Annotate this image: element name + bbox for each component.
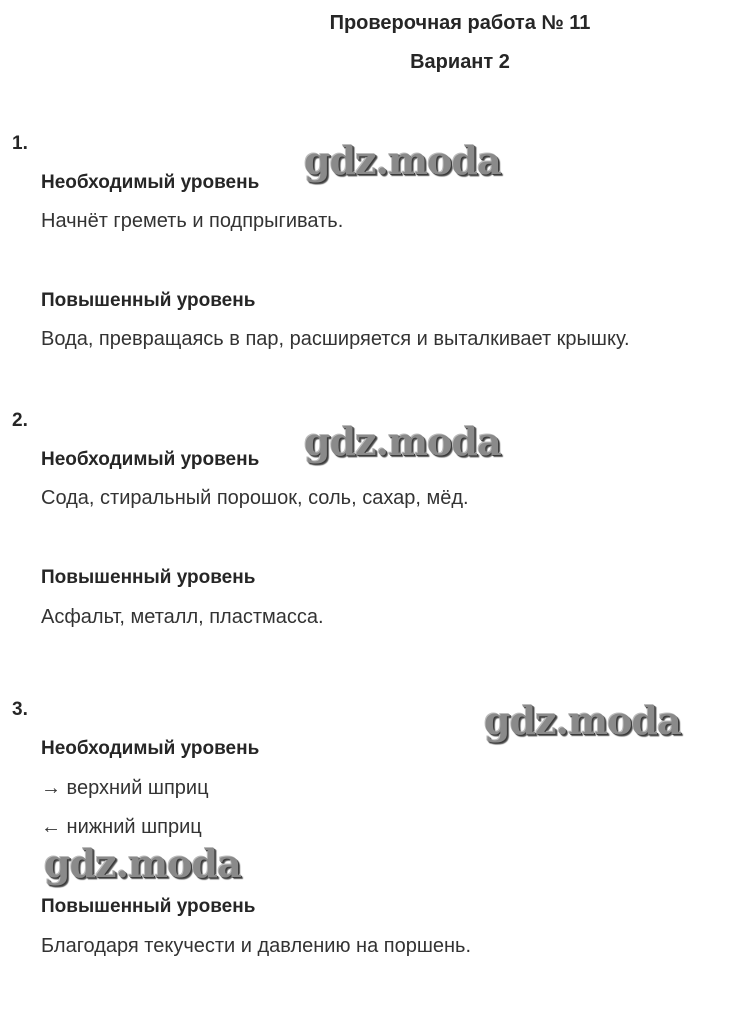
task-2-required-answer: Сода, стиральный порошок, соль, сахар, мёд.: [41, 487, 469, 509]
watermark-logo: gdz.moda: [304, 419, 501, 464]
task-3-advanced-answer: Благодаря текучести и давлению на поршень.: [41, 935, 472, 957]
variant-title: Вариант 2: [410, 51, 510, 73]
task-1-required-label: Необходимый уровень: [41, 172, 260, 193]
task-2-advanced-answer: Асфальт, металл, пластмасса.: [41, 606, 324, 628]
task-3-required-answer-line-2: ← нижний шприц: [41, 816, 202, 838]
watermark-logo: gdz.moda: [44, 841, 241, 886]
page-title: Проверочная работа № 11: [329, 12, 591, 34]
task-3-required-answer-line-1: → верхний шприц: [41, 777, 209, 799]
task-1-required-answer: Начнёт греметь и подпрыгивать.: [41, 210, 344, 232]
watermark-logo: gdz.moda: [484, 698, 681, 743]
task-2-number: 2.: [12, 410, 28, 431]
task-3-required-label: Необходимый уровень: [41, 738, 260, 759]
task-2-advanced-label: Повышенный уровень: [41, 567, 256, 588]
task-3-advanced-label: Повышенный уровень: [41, 896, 256, 917]
watermark-logo: gdz.moda: [304, 138, 501, 183]
task-1-number: 1.: [12, 133, 28, 154]
task-1-advanced-label: Повышенный уровень: [41, 290, 256, 311]
task-3-number: 3.: [12, 699, 28, 720]
task-2-required-label: Необходимый уровень: [41, 449, 260, 470]
task-1-advanced-answer: Вода, превращаясь в пар, расширяется и выталкивает крышку.: [41, 328, 630, 350]
